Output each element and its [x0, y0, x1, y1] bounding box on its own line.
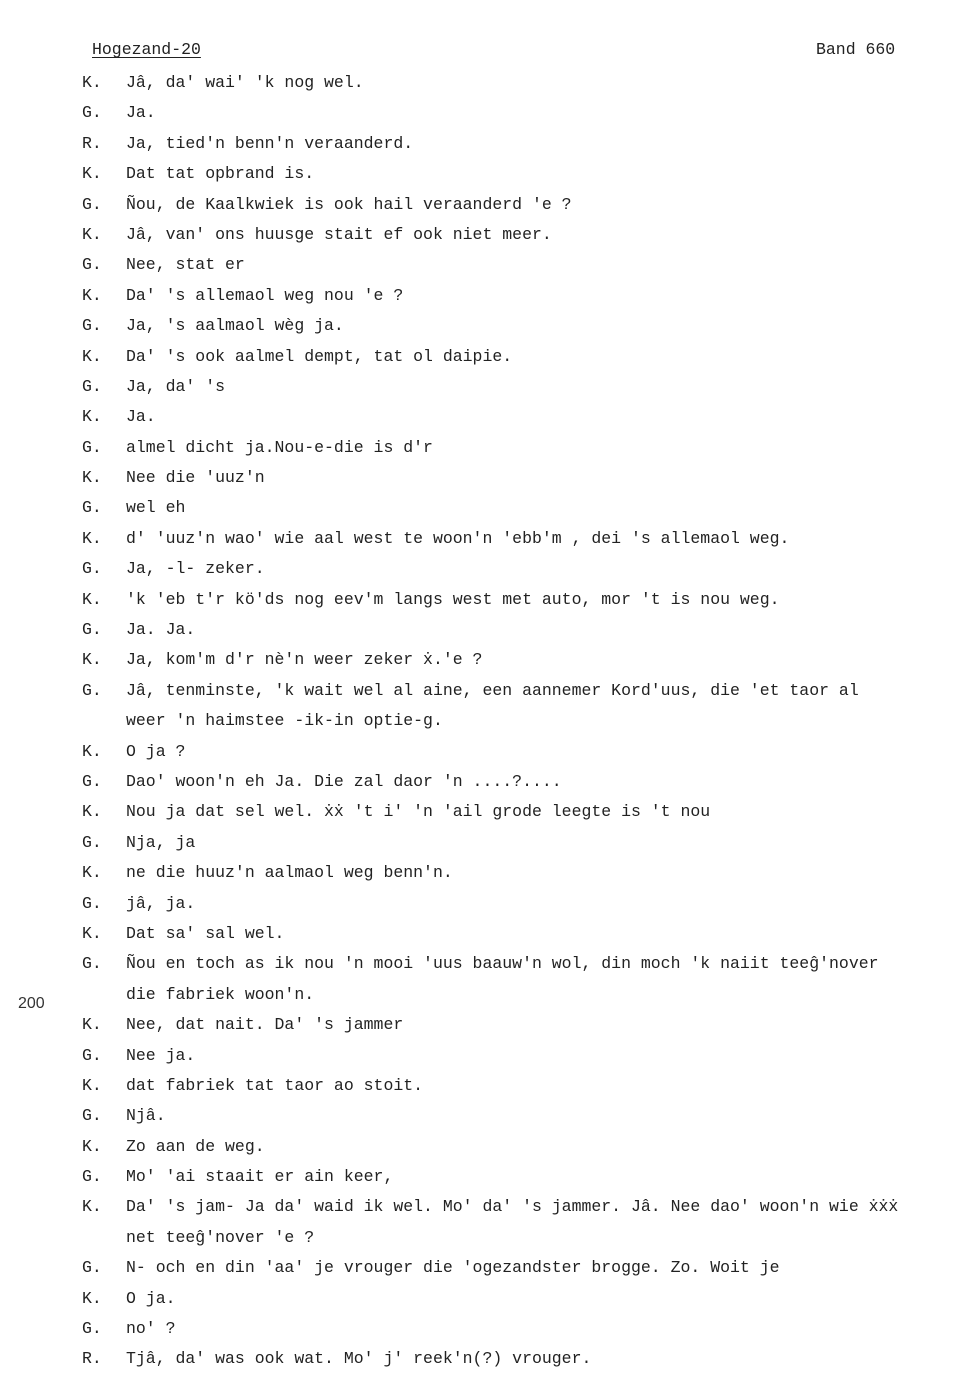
utterance-text: Da' 's jam- Ja da' waid ik wel. Mo' da' 's jammer. Jâ. Nee dao' woon'n wie ẋẋẋ: [126, 1197, 899, 1217]
speaker-label: G.: [82, 771, 102, 791]
utterance-text: Da' 's ook aalmel dempt, tat ol daipie.: [126, 346, 513, 366]
transcript-line: [82, 919, 962, 949]
speaker-label: K.: [82, 589, 102, 609]
speaker-label: G.: [82, 559, 102, 579]
transcript-line: [82, 828, 962, 858]
transcript-line: [82, 129, 962, 159]
speaker-label: G.: [82, 1319, 102, 1339]
utterance-text: d' 'uuz'n wao' wie aal west te woon'n 'ebb'm , dei 's allemaol weg.: [126, 528, 790, 548]
transcript-line: [82, 159, 962, 189]
speaker-label: G.: [82, 255, 102, 275]
utterance-text: Dat tat opbrand is.: [126, 164, 315, 184]
transcript-line: [82, 1041, 962, 1071]
transcript-line: [82, 311, 962, 341]
transcript-line: [82, 250, 962, 280]
transcript-line: [82, 767, 962, 797]
speaker-label: K.: [82, 1288, 102, 1308]
transcript-line: [82, 1223, 962, 1253]
speaker-label: K.: [82, 468, 102, 488]
utterance-text: Ja, tied'n benn'n veraanderd.: [126, 133, 414, 153]
transcript-line: [82, 1101, 962, 1131]
utterance-text: Ja. Ja.: [126, 620, 196, 640]
transcript-line: [82, 858, 962, 888]
speaker-label: K.: [82, 528, 102, 548]
speaker-label: K.: [82, 1197, 102, 1217]
utterance-text: Ja, -l- zeker.: [126, 559, 265, 579]
utterance-text: jâ, ja.: [126, 893, 196, 913]
utterance-text: Jâ, tenminste, 'k wait wel al aine, een aannemer Kord'uus, die 'et taor al: [126, 680, 859, 700]
speaker-label: G.: [82, 832, 102, 852]
transcript-line: [82, 1253, 962, 1283]
utterance-text: wel eh: [126, 498, 186, 518]
utterance-text: die fabriek woon'n.: [126, 984, 315, 1004]
utterance-text: Nee, dat nait. Da' 's jammer: [126, 1015, 404, 1035]
speaker-label: G.: [82, 1167, 102, 1187]
transcript-line: [82, 554, 962, 584]
transcript-line: [82, 190, 962, 220]
speaker-label: K.: [82, 1136, 102, 1156]
utterance-text: Nee, stat er: [126, 255, 245, 275]
transcript-line: [82, 1344, 962, 1374]
utterance-text: Dao' woon'n eh Ja. Die zal daor 'n ....?....: [126, 771, 562, 791]
utterance-text: Tjâ, da' was ook wat. Mo' j' reek'n(?) vrouger.: [126, 1349, 592, 1369]
transcript-line: [82, 1010, 962, 1040]
speaker-label: K.: [82, 650, 102, 670]
speaker-label: G.: [82, 498, 102, 518]
speaker-label: [82, 980, 126, 1010]
transcript-lines: [82, 68, 962, 1375]
transcript-line: [82, 493, 962, 523]
transcript-line: [82, 433, 962, 463]
utterance-text: Nja, ja: [126, 832, 196, 852]
transcript-line: [82, 1284, 962, 1314]
transcript-line: [82, 949, 962, 979]
utterance-text: Ja, 's aalmaol wèg ja.: [126, 316, 344, 336]
transcript-line: [82, 1132, 962, 1162]
transcript-line: [82, 706, 962, 736]
utterance-text: O ja.: [126, 1288, 176, 1308]
speaker-label: G.: [82, 1106, 102, 1126]
speaker-label: G.: [82, 680, 102, 700]
speaker-label: K.: [82, 923, 102, 943]
transcript-line: [82, 68, 962, 98]
utterance-text: O ja ?: [126, 741, 186, 761]
speaker-label: G.: [82, 316, 102, 336]
utterance-text: Ja.: [126, 407, 156, 427]
speaker-label: R.: [82, 133, 102, 153]
speaker-label: [82, 1223, 126, 1253]
band-number: Band 660: [816, 40, 896, 59]
utterance-text: dat fabriek tat taor ao stoit.: [126, 1075, 424, 1095]
transcript-line: [82, 1314, 962, 1344]
transcript-line: [82, 676, 962, 706]
transcript-line: [82, 1071, 962, 1101]
speaker-label: K.: [82, 407, 102, 427]
utterance-text: net teeĝ'nover 'e ?: [126, 1227, 315, 1247]
speaker-label: G.: [82, 954, 102, 974]
utterance-text: Da' 's allemaol weg nou 'e ?: [126, 285, 404, 305]
transcript-line: [82, 645, 962, 675]
utterance-text: Dat sa' sal wel.: [126, 923, 285, 943]
transcript-line: [82, 98, 962, 128]
transcript-line: [82, 463, 962, 493]
speaker-label: K.: [82, 164, 102, 184]
utterance-text: Zo aan de weg.: [126, 1136, 265, 1156]
speaker-label: G.: [82, 437, 102, 457]
utterance-text: Ja, da' 's: [126, 376, 226, 396]
speaker-label: G.: [82, 194, 102, 214]
utterance-text: no' ?: [126, 1319, 176, 1339]
transcript-line: [82, 737, 962, 767]
transcript-line: [82, 402, 962, 432]
transcript-line: [82, 220, 962, 250]
transcript-line: [82, 524, 962, 554]
utterance-text: ne die huuz'n aalmaol weg benn'n.: [126, 863, 453, 883]
transcript-line: [82, 1162, 962, 1192]
document-title: Hogezand-20: [92, 40, 201, 59]
utterance-text: Mo' 'ai staait er ain keer,: [126, 1167, 394, 1187]
speaker-label: G.: [82, 1045, 102, 1065]
speaker-label: G.: [82, 1258, 102, 1278]
utterance-text: N- och en din 'aa' je vrouger die 'ogezandster brogge. Zo. Woit je: [126, 1258, 780, 1278]
speaker-label: K.: [82, 1015, 102, 1035]
transcript-line: [82, 372, 962, 402]
utterance-text: Ja.: [126, 103, 156, 123]
utterance-text: Nee die 'uuz'n: [126, 468, 265, 488]
speaker-label: G.: [82, 893, 102, 913]
utterance-text: Jâ, da' wai' 'k nog wel.: [126, 73, 364, 92]
transcript-line: [82, 281, 962, 311]
utterance-text: Ñou, de Kaalkwiek is ook hail veraanderd 'e ?: [126, 194, 572, 214]
speaker-label: K.: [82, 741, 102, 761]
transcript-line: [82, 980, 962, 1010]
speaker-label: G.: [82, 103, 102, 123]
speaker-label: G.: [82, 620, 102, 640]
speaker-label: [82, 706, 126, 736]
utterance-text: Njâ.: [126, 1106, 166, 1126]
speaker-label: K.: [82, 73, 102, 92]
speaker-label: R.: [82, 1349, 102, 1369]
transcript-line: [82, 889, 962, 919]
utterance-text: Ja, kom'm d'r nè'n weer zeker ẋ.'e ?: [126, 650, 483, 670]
utterance-text: Nee ja.: [126, 1045, 196, 1065]
utterance-text: Nou ja dat sel wel. ẋẋ 't i' 'n 'ail grode leegte is 't nou: [126, 802, 711, 822]
speaker-label: K.: [82, 802, 102, 822]
speaker-label: K.: [82, 1075, 102, 1095]
transcript-line: [82, 342, 962, 372]
speaker-label: K.: [82, 346, 102, 366]
transcript-line: [82, 797, 962, 827]
speaker-label: G.: [82, 376, 102, 396]
utterance-text: Ñou en toch as ik nou 'n mooi 'uus baauw'n wol, din moch 'k naiit teeĝ'nover: [126, 954, 879, 974]
speaker-label: K.: [82, 285, 102, 305]
transcript-line: [82, 585, 962, 615]
utterance-text: Jâ, van' ons huusge stait ef ook niet meer.: [126, 224, 552, 244]
margin-line-number: 200: [18, 995, 45, 1012]
speaker-label: K.: [82, 224, 102, 244]
speaker-label: K.: [82, 863, 102, 883]
transcript-line: [82, 615, 962, 645]
utterance-text: almel dicht ja.Nou-e-die is d'r: [126, 437, 433, 457]
utterance-text: 'k 'eb t'r kö'ds nog eev'm langs west met auto, mor 't is nou weg.: [126, 589, 780, 609]
transcript-line: [82, 1192, 962, 1222]
utterance-text: weer 'n haimstee -ik-in optie-g.: [126, 711, 443, 731]
